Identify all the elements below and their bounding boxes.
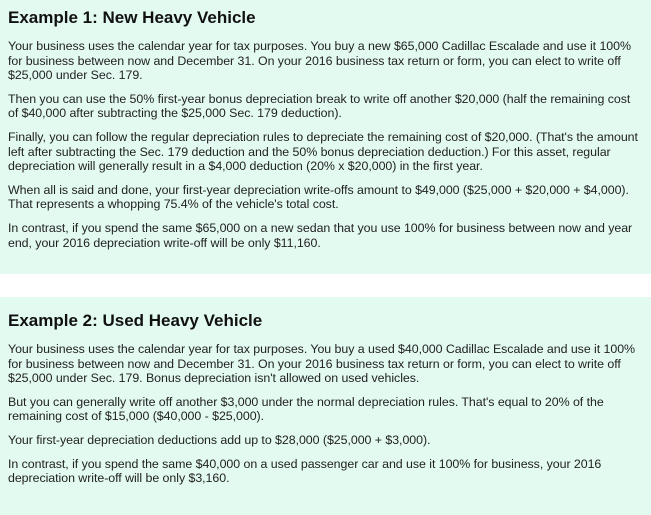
example-2-paragraph-3: Your first-year depreciation deductions add up to $28,000 ($25,000 + $3,000). [8, 432, 431, 447]
example-1-paragraph-3: Finally, you can follow the regular depreciation rules to depreciate the remaining cost of $20,000. (That's the amount left after subtracting the Sec. 179 deduction and the 50% bonus depreciation deduction.) For this asset, regular depreciation will generally result in a $4,000 deduction (20% x $20,000) in the first year. [8, 129, 638, 174]
example-1-title: Example 1: New Heavy Vehicle [8, 8, 256, 27]
example-1-paragraph-2: Then you can use the 50% first-year bonus depreciation break to write off another $20,000 (half the remaining cost of $40,000 after subtracting the $25,000 Sec. 179 deduction). [8, 91, 631, 121]
example-2-paragraph-2: But you can generally write off another $3,000 under the normal depreciation rules. That's equal to 20% of the remaining cost of $15,000 ($40,000 - $25,000). [8, 394, 604, 424]
example-2-paragraph-4: In contrast, if you spend the same $40,000 on a used passenger car and use it 100% for business, your 2016 depreciation write-off will be only $3,160. [8, 456, 602, 486]
example-2-paragraph-1: Your business uses the calendar year for tax purposes. You buy a used $40,000 Cadillac Escalade and use it 100% for business between now and December 31. On your 2016 business tax return or form, you can elect to write off $25,000 under Sec. 179. Bonus depreciation isn't allowed on used vehicles. [8, 342, 636, 386]
example-1-paragraph-1: Your business uses the calendar year for tax purposes. You buy a new $65,000 Cadillac Escalade and use it 100% for business between now and December 31. On your 2016 business tax return or form, you can elect to write off $25,000 under Sec. 179. [8, 39, 631, 83]
example-2-title: Example 2: Used Heavy Vehicle [8, 311, 263, 330]
example-1-paragraph-5: In contrast, if you spend the same $65,000 on a new sedan that you use 100% for business between now and year end, your 2016 depreciation write-off will be only $11,160. [8, 220, 633, 250]
example-2-panel [0, 297, 651, 515]
example-1-paragraph-4: When all is said and done, your first-year depreciation write-offs amount to $49,000 ($25,000 + $20,000 + $4,000). That represents a whopping 75.4% of the vehicle's total cost. [8, 182, 629, 212]
